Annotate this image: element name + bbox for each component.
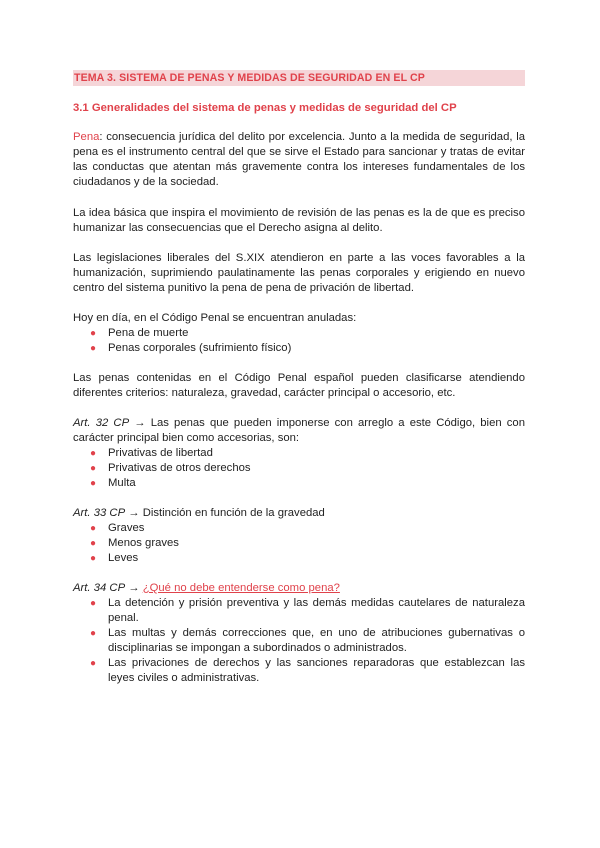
arrow: → xyxy=(125,507,143,519)
arrow: → xyxy=(129,417,151,429)
bullet-icon: ● xyxy=(90,658,97,669)
list-item: ● Penas corporales (sufrimiento físico) xyxy=(90,342,292,354)
list-item: ● Privativas de libertad xyxy=(90,447,213,459)
art34-section xyxy=(73,581,525,686)
art33-ref: Art. 33 CP xyxy=(73,507,126,519)
bullet-icon: ● xyxy=(90,598,97,609)
list-item: ● Las privaciones de derechos y las sanciones reparadoras que establezcan las leyes civiles o administrativas. xyxy=(90,657,525,684)
list-item: ● Pena de muerte xyxy=(90,327,189,339)
paragraph-idea: La idea básica que inspira el movimiento de revisión de las penas es la de que es preciso humanizar las consecuencias que el Derecho asigna al delito. xyxy=(73,207,525,234)
art32-ref: Art. 32 CP xyxy=(73,417,130,429)
bullet-icon: ● xyxy=(90,628,97,639)
art33-section xyxy=(73,506,525,566)
arrow: → xyxy=(125,582,143,594)
anuladas-intro: Hoy en día, en el Código Penal se encuentran anuladas: xyxy=(73,312,357,324)
section-title: TEMA 3. SISTEMA DE PENAS Y MEDIDAS DE SEGURIDAD EN EL CP xyxy=(73,70,525,86)
pena-definition xyxy=(73,130,525,190)
anuladas-section xyxy=(73,311,525,356)
pena-definition-text: : consecuencia jurídica del delito por excelencia. Junto a la medida de seguridad, la pena es el instrumento central del que se sirve el Estado para sancionar y tratas de evitar las conductas que atentan más gravemente contra los intereses fundamentales de los ciudadanos y de la sociedad. xyxy=(73,131,525,188)
anuladas-list xyxy=(73,326,525,356)
list-item: ● Las multas y demás correcciones que, en uno de atribuciones gubernativas o disciplinarias se impongan a subordinados o administrados. xyxy=(90,627,525,654)
bullet-icon: ● xyxy=(90,523,97,534)
list-item: ● Menos graves xyxy=(90,537,179,549)
bullet-icon: ● xyxy=(90,553,97,564)
pena-term: Pena xyxy=(73,131,100,143)
list-item: ● Privativas de otros derechos xyxy=(90,462,251,474)
list-item: ● Multa xyxy=(90,477,136,489)
subsection-title: 3.1 Generalidades del sistema de penas y medidas de seguridad del CP xyxy=(73,102,457,114)
list-item: ● La detención y prisión preventiva y las demás medidas cautelares de naturaleza penal. xyxy=(90,597,525,624)
paragraph-clasificar: Las penas contenidas en el Código Penal español pueden clasificarse atendiendo diferentes criterios: naturaleza, gravedad, carácter principal o accesorio, etc. xyxy=(73,372,525,399)
bullet-icon: ● xyxy=(90,448,97,459)
bullet-icon: ● xyxy=(90,463,97,474)
document-page xyxy=(73,70,525,686)
bullet-icon: ● xyxy=(90,538,97,549)
art34-list xyxy=(73,596,525,686)
art32-section xyxy=(73,416,525,491)
art32-text: Art. 32 CP → Las penas que pueden imponerse con arreglo a este Código, bien con carácter principal bien como accesorias, son: xyxy=(73,417,525,444)
art33-text: Art. 33 CP → Distinción en función de la gravedad xyxy=(73,507,325,519)
list-item: ● Graves xyxy=(90,522,145,534)
bullet-icon: ● xyxy=(90,478,97,489)
bullet-icon: ● xyxy=(90,328,97,339)
list-item: ● Leves xyxy=(90,552,139,564)
paragraph-legislaciones: Las legislaciones liberales del S.XIX atendieron en parte a las voces favorables a la humanización, suprimiendo paulatinamente las penas corporales y erigiendo en nuevo centro del sistema punitivo la pena de pena de privación de libertad. xyxy=(73,252,525,294)
art34-ref: Art. 34 CP xyxy=(73,582,126,594)
art34-text xyxy=(73,581,525,596)
art32-list xyxy=(73,446,525,491)
art33-list xyxy=(73,521,525,566)
bullet-icon: ● xyxy=(90,343,97,354)
art34-link[interactable]: ¿Qué no debe entenderse como pena? xyxy=(142,582,340,594)
